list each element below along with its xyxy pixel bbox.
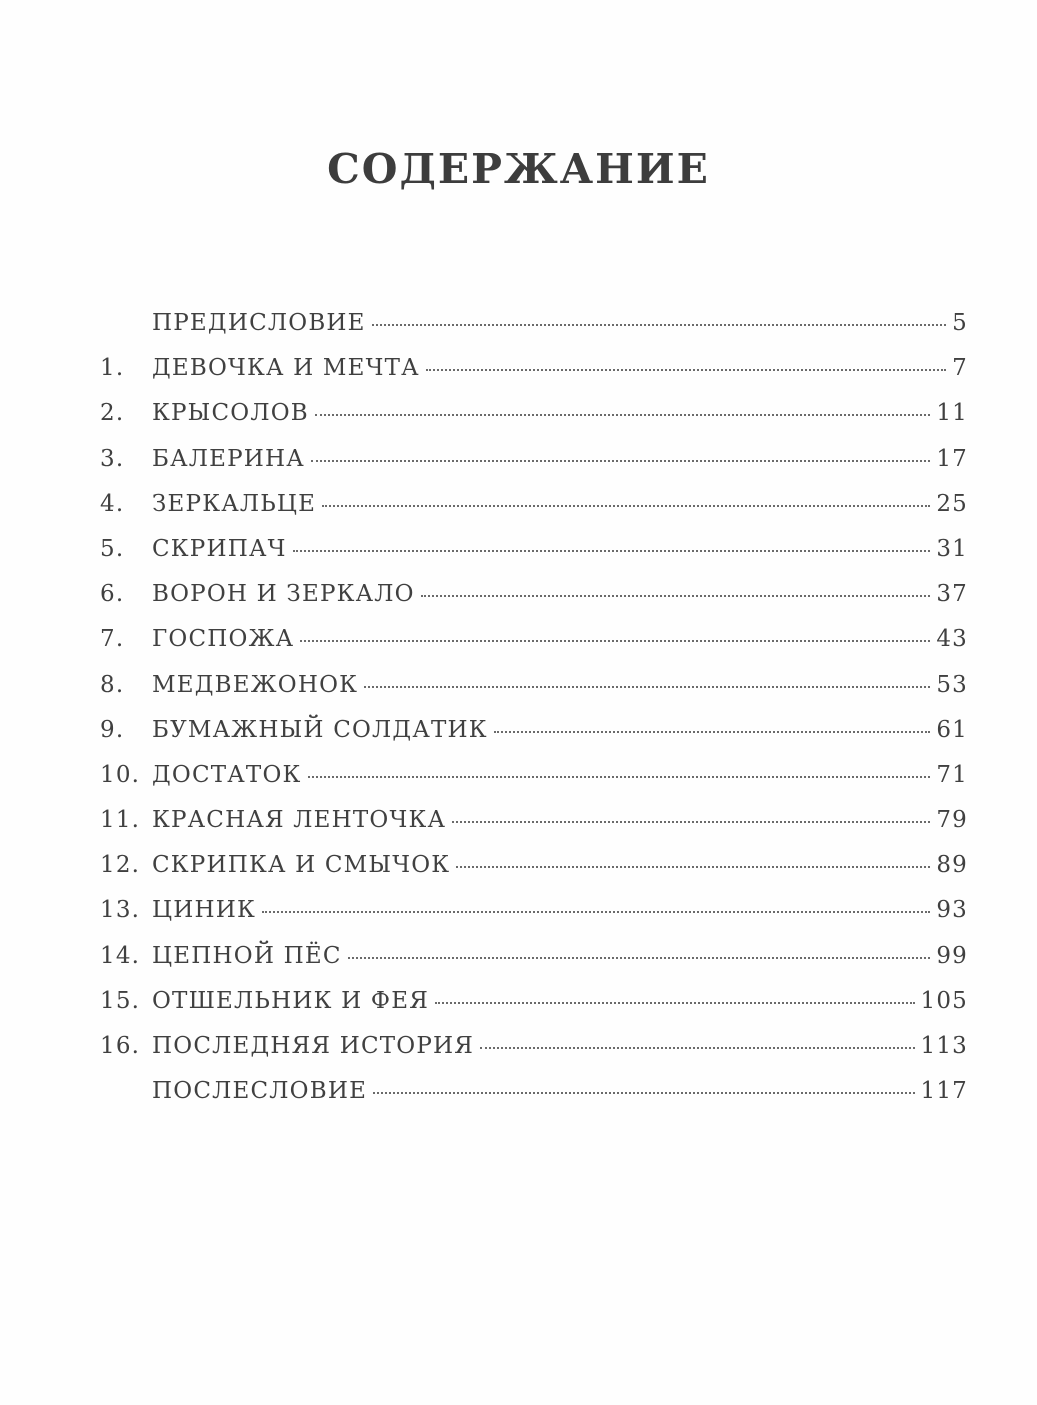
- toc-entry: [100, 626, 968, 671]
- dot-leader: [494, 731, 931, 733]
- toc-entry-page: 17: [936, 445, 968, 472]
- toc-entry-number: 8.: [100, 671, 125, 698]
- dot-leader: [262, 911, 930, 913]
- toc-entry-number: 1.: [100, 355, 125, 382]
- toc-entry-title: ВОРОН И ЗЕРКАЛО: [152, 581, 415, 608]
- dot-leader: [452, 821, 930, 823]
- toc-entry-number: 6.: [100, 581, 125, 608]
- dot-leader: [456, 866, 930, 868]
- toc-entry-number: 3.: [100, 445, 125, 472]
- toc-entry-page: 25: [936, 490, 968, 517]
- dot-leader: [373, 1092, 914, 1094]
- toc-entry: [100, 310, 968, 355]
- dot-leader: [364, 686, 930, 688]
- toc-entry: [100, 943, 968, 988]
- toc-entry-title: ПРЕДИСЛОВИЕ: [152, 310, 366, 336]
- toc-entry: [100, 897, 968, 942]
- toc-entry-number: 12.: [100, 852, 141, 879]
- toc-entry-title: БАЛЕРИНА: [152, 445, 305, 472]
- toc-entry-page: 43: [936, 626, 968, 653]
- toc-entry: [100, 1078, 968, 1123]
- toc-entry-number: 5.: [100, 535, 125, 562]
- dot-leader: [348, 957, 931, 959]
- toc-entry-number: 9.: [100, 716, 125, 743]
- toc-entry-page: 105: [920, 987, 968, 1014]
- toc-entry-page: 5: [952, 310, 968, 336]
- toc-entry-number: 4.: [100, 490, 125, 517]
- page-title: СОДЕРЖАНИЕ: [327, 145, 710, 194]
- toc-entry-title: ДЕВОЧКА И МЕЧТА: [152, 355, 420, 382]
- dot-leader: [293, 550, 931, 552]
- toc-entry-number: 16.: [100, 1033, 141, 1059]
- toc-entry-page: 117: [920, 1078, 968, 1105]
- toc-entry-title: ДОСТАТОК: [152, 761, 302, 788]
- table-of-contents: [100, 310, 968, 1123]
- toc-entry: [100, 581, 968, 626]
- toc-entry-number: 15.: [100, 987, 141, 1014]
- dot-leader: [311, 460, 930, 462]
- toc-entry-title: ЦЕПНОЙ ПЁС: [152, 942, 342, 969]
- toc-entry-page: 7: [952, 355, 968, 382]
- toc-entry-page: 79: [936, 807, 968, 834]
- dot-leader: [426, 369, 946, 371]
- dot-leader: [315, 414, 930, 416]
- dot-leader: [480, 1047, 914, 1049]
- toc-entry-page: 11: [936, 400, 968, 427]
- toc-entry-title: ОТШЕЛЬНИК И ФЕЯ: [152, 987, 429, 1014]
- toc-entry-page: 99: [936, 942, 968, 969]
- toc-entry: [100, 400, 968, 445]
- toc-entry-title: ЦИНИК: [152, 897, 257, 924]
- toc-entry-title: ГОСПОЖА: [152, 626, 295, 653]
- toc-entry: [100, 672, 968, 717]
- toc-entry: [100, 762, 968, 807]
- toc-entry: [100, 446, 968, 491]
- toc-entry: [100, 988, 968, 1033]
- toc-entry-page: 89: [936, 852, 968, 879]
- dot-leader: [308, 776, 931, 778]
- toc-entry-number: 2.: [100, 400, 125, 427]
- toc-entry: [100, 536, 968, 581]
- toc-entry-title: ЗЕРКАЛЬЦЕ: [152, 490, 317, 517]
- toc-entry-title: БУМАЖНЫЙ СОЛДАТИК: [152, 716, 488, 743]
- toc-entry-title: СКРИПКА И СМЫЧОК: [152, 852, 451, 879]
- toc-entry-page: 113: [920, 1033, 968, 1059]
- dot-leader: [435, 1002, 915, 1004]
- toc-entry: [100, 807, 968, 852]
- dot-leader: [300, 640, 930, 642]
- toc-entry-number: 14.: [100, 942, 141, 969]
- toc-entry-number: 13.: [100, 897, 141, 924]
- toc-entry-number: 10.: [100, 761, 141, 788]
- toc-entry-title: СКРИПАЧ: [152, 535, 287, 562]
- toc-entry-page: 53: [936, 671, 968, 698]
- toc-entry-page: 37: [936, 581, 968, 608]
- toc-entry-page: 31: [936, 535, 968, 562]
- dot-leader: [322, 505, 930, 507]
- toc-entry-number: 11.: [100, 807, 141, 834]
- toc-entry: [100, 491, 968, 536]
- toc-entry-page: 93: [936, 897, 968, 924]
- toc-entry-page: 61: [936, 716, 968, 743]
- toc-entry-title: ПОСЛЕДНЯЯ ИСТОРИЯ: [152, 1033, 475, 1059]
- dot-leader: [421, 595, 931, 597]
- toc-entry-title: ПОСЛЕСЛОВИЕ: [152, 1078, 368, 1105]
- toc-entry-title: КРАСНАЯ ЛЕНТОЧКА: [152, 807, 447, 834]
- toc-entry: [100, 717, 968, 762]
- toc-entry-title: КРЫСОЛОВ: [152, 400, 309, 427]
- dot-leader: [372, 324, 946, 326]
- toc-entry-page: 71: [936, 761, 968, 788]
- toc-entry: [100, 355, 968, 400]
- toc-entry: [100, 1033, 968, 1078]
- toc-entry: [100, 852, 968, 897]
- toc-entry-title: МЕДВЕЖОНОК: [152, 671, 359, 698]
- toc-entry-number: 7.: [100, 626, 125, 653]
